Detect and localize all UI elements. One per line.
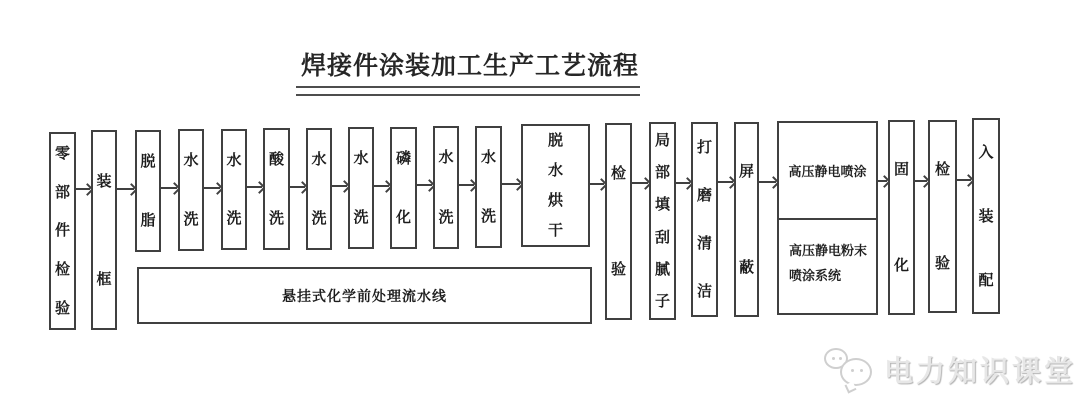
flow-step-box bbox=[306, 128, 332, 250]
speech-bubbles-icon bbox=[822, 342, 878, 396]
flow-step-label: 零 部 件 检 验 bbox=[54, 143, 70, 318]
flow-step-label: 屏 蔽 bbox=[738, 162, 754, 276]
flow-step-label: 入 装 配 bbox=[978, 142, 994, 289]
speech-bubble-big bbox=[840, 358, 872, 386]
diagram-title: 焊接件涂装加工生产工艺流程 bbox=[300, 51, 639, 80]
flow-step-box bbox=[178, 129, 204, 251]
flow-step-box bbox=[49, 132, 76, 330]
flow-arrow bbox=[161, 187, 177, 189]
flow-step-label: 脱 脂 bbox=[140, 152, 156, 229]
flow-arrow bbox=[915, 180, 927, 182]
flow-step-box bbox=[433, 126, 459, 249]
watermark bbox=[822, 342, 1076, 396]
flow-step-box bbox=[888, 120, 915, 315]
flow-arrow bbox=[204, 187, 220, 189]
flow-step-label: 酸 洗 bbox=[268, 150, 284, 227]
flow-step-box bbox=[263, 128, 290, 250]
flow-arrow bbox=[590, 183, 604, 185]
flow-step-label: 打 磨 清 洁 bbox=[696, 138, 712, 300]
flow-step-box bbox=[734, 122, 759, 317]
flow-step-box bbox=[135, 130, 161, 252]
flow-step-box bbox=[475, 126, 502, 248]
spray-bottom-label: 高压静电粉末喷涂系统 bbox=[789, 244, 868, 284]
flow-step-box bbox=[691, 122, 718, 317]
title-underline-bottom bbox=[296, 94, 640, 96]
flow-step-label: 检 验 bbox=[934, 159, 950, 273]
flow-step-box bbox=[928, 120, 957, 313]
flow-step-label: 检 验 bbox=[610, 163, 626, 279]
flow-step-box bbox=[221, 129, 247, 250]
flow-step-label: 水 洗 bbox=[183, 151, 199, 228]
flow-step-box bbox=[390, 127, 417, 249]
flow-arrow bbox=[502, 183, 520, 185]
flow-arrow bbox=[878, 180, 887, 182]
flow-step-box bbox=[605, 123, 632, 320]
flow-arrow bbox=[290, 186, 305, 188]
flow-arrow bbox=[76, 188, 90, 190]
flow-step-label: 水 洗 bbox=[311, 150, 327, 227]
flow-arrow bbox=[417, 184, 432, 186]
flow-arrow bbox=[632, 182, 648, 184]
flow-step-label: 固 化 bbox=[893, 160, 909, 274]
flow-step-label: 水 洗 bbox=[438, 148, 454, 226]
flow-step-label: 局 部 填 刮 腻 子 bbox=[654, 130, 670, 311]
flow-step-box bbox=[91, 130, 117, 330]
flow-arrow bbox=[759, 181, 776, 183]
pretreatment-line-label: 悬挂式化学前处理流水线 bbox=[282, 288, 447, 305]
flow-arrow bbox=[374, 185, 389, 187]
title-underline-top bbox=[296, 86, 640, 88]
flow-arrow bbox=[247, 186, 262, 188]
flow-step-box bbox=[348, 127, 374, 249]
watermark-text: 电力知识课堂 bbox=[884, 353, 1077, 388]
flow-arrow bbox=[117, 188, 134, 190]
flow-step-label: 水 洗 bbox=[226, 150, 242, 228]
flow-arrow bbox=[459, 184, 474, 186]
pretreatment-line-box bbox=[137, 267, 592, 324]
flow-step-label: 磷 化 bbox=[395, 149, 411, 226]
flow-step-label: 脱 水 烘 干 bbox=[547, 131, 563, 239]
flow-arrow bbox=[676, 182, 690, 184]
flow-step-label: 水 洗 bbox=[353, 149, 369, 226]
flow-arrow bbox=[957, 179, 971, 181]
flow-arrow bbox=[332, 185, 347, 187]
spray-station-box bbox=[777, 121, 878, 315]
flow-step-box bbox=[649, 122, 676, 320]
spray-top-label: 高压静电喷涂 bbox=[788, 165, 867, 180]
flow-step-box bbox=[972, 118, 1000, 314]
flow-step-label: 水 洗 bbox=[480, 148, 496, 225]
flow-step-label: 装 框 bbox=[96, 171, 112, 288]
flow-step-box bbox=[521, 124, 590, 247]
flow-arrow bbox=[718, 181, 733, 183]
